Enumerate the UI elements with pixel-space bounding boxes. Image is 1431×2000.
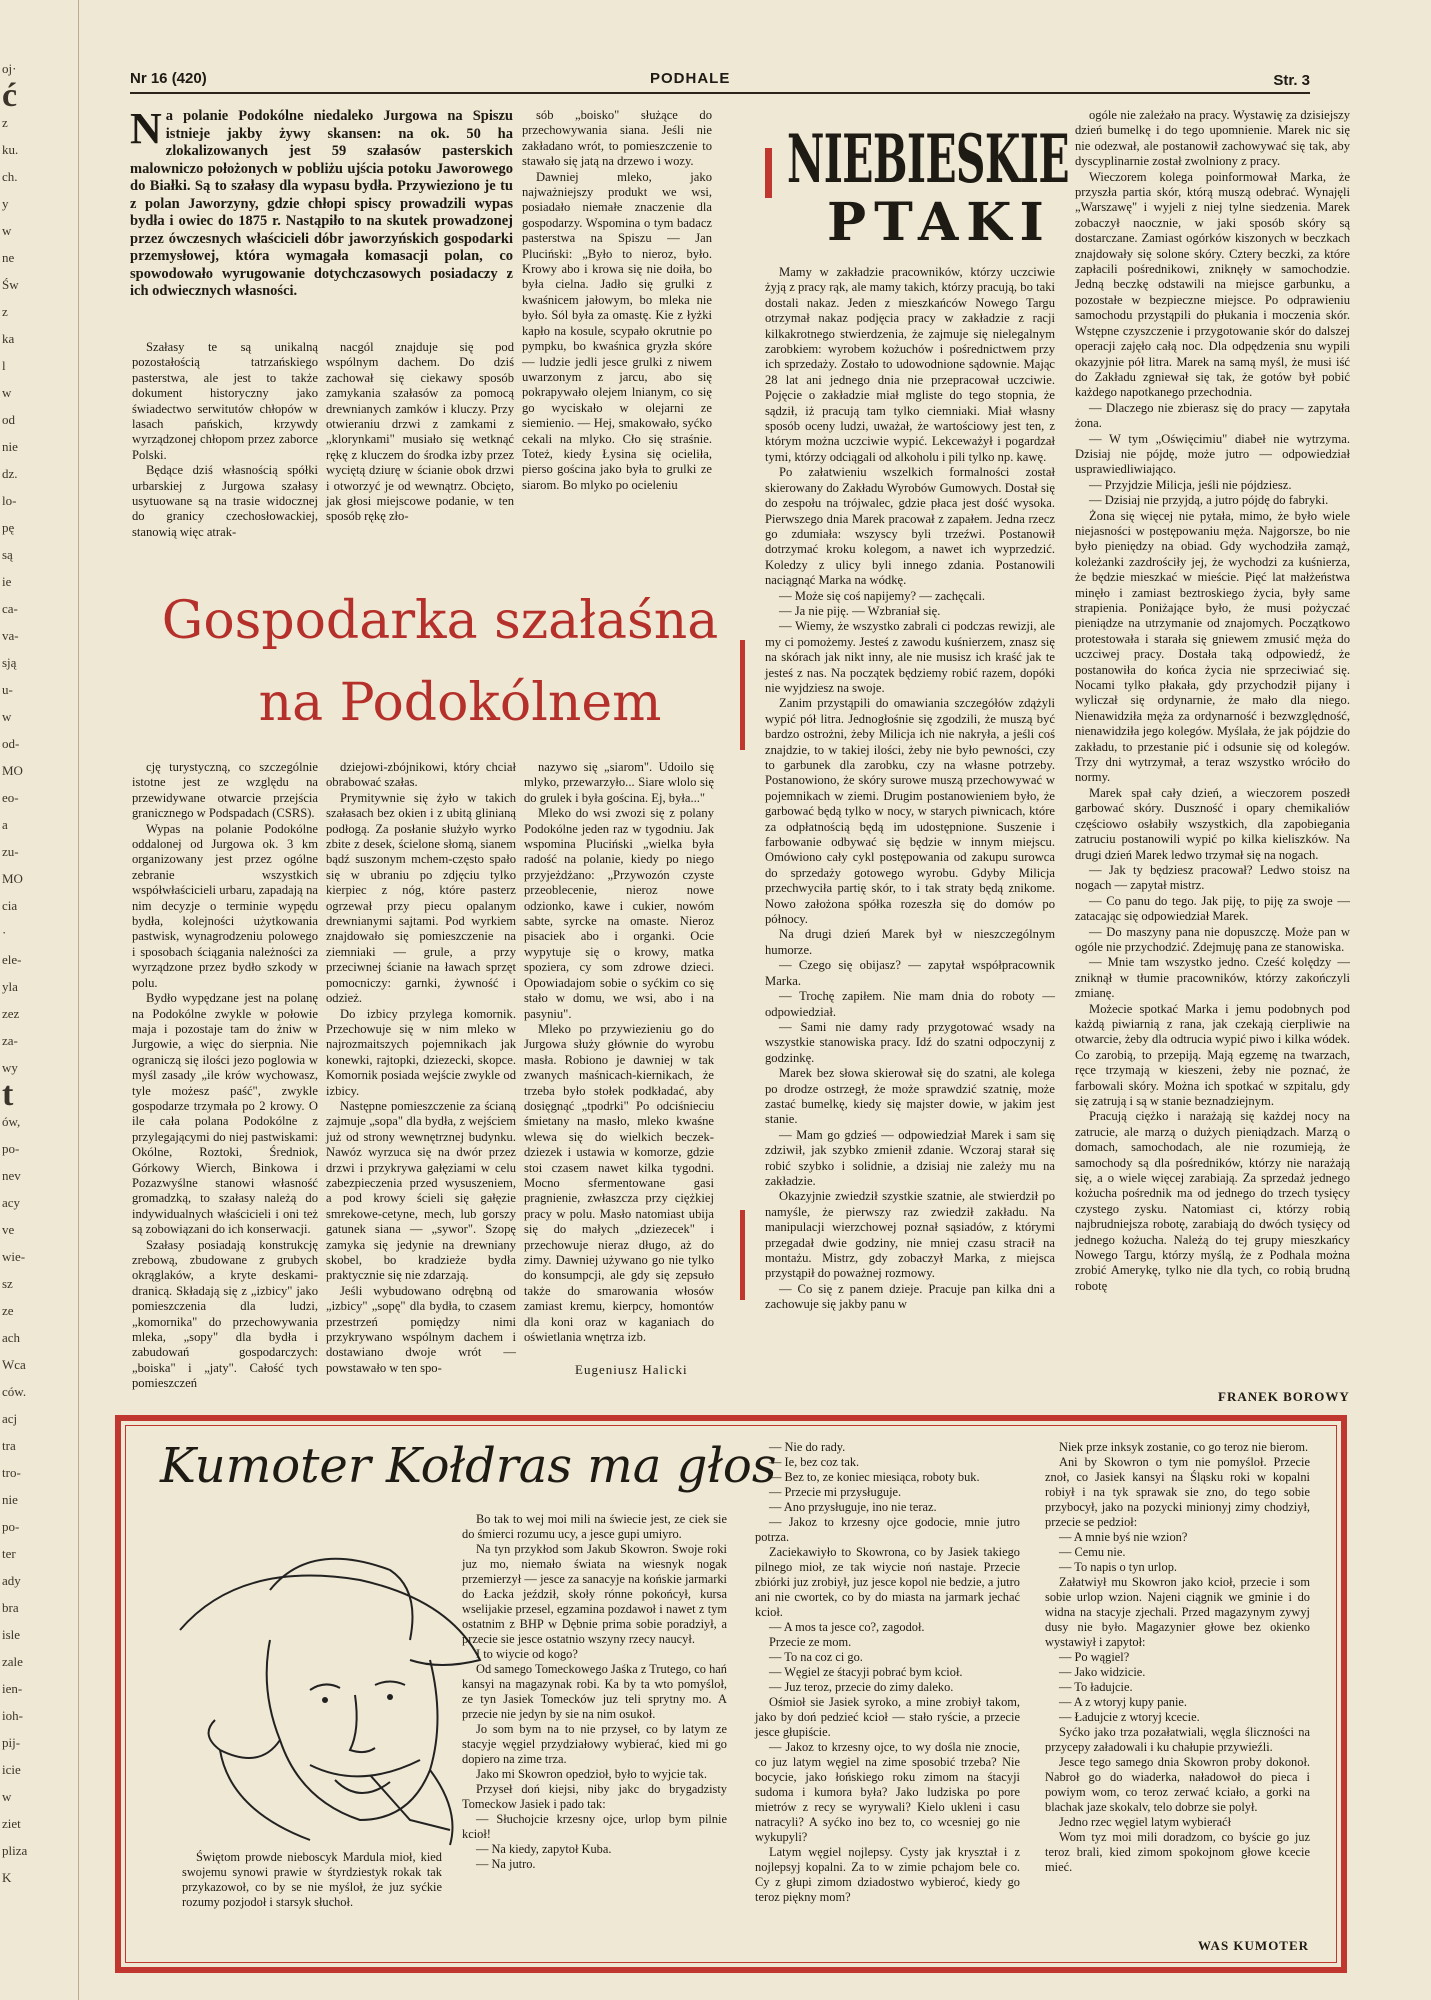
gospodarka-col3a — [522, 108, 712, 528]
margin-fragment: za- — [2, 1033, 18, 1048]
margin-fragment: zale — [2, 1654, 23, 1669]
paragraph: — Ja nie piję. — Wzbraniał się. — [779, 603, 941, 618]
paragraph: sób „boisko" służące do przechowywania siana. Jeśli nie zakładano wrót, to pomieszczenie to stawało się jatą na drzewo i wozy. — [522, 108, 712, 169]
margin-fragment: dz. — [2, 466, 18, 481]
paragraph: — Mnie tam wszystko jedno. Cześć kolędzy — zniknął w tłumie pracowników, którzy zakończyli zmianę. — [1075, 955, 1350, 1001]
paragraph: nazywo się „siarom". Udoilo się mlyko, przewarzyło... Siare wlolo się do grulek i była gościna. Ej, była..." — [524, 760, 714, 805]
margin-fragment: ioh- — [2, 1708, 23, 1723]
margin-fragment: zu- — [2, 844, 19, 859]
margin-fragment: ców. — [2, 1384, 27, 1399]
margin-fragment: ter — [2, 1546, 16, 1561]
margin-fragment: Wca — [2, 1357, 26, 1372]
paragraph: Prymitywnie się żyło w takich szałasach bez okien i z ubitą glinianą podłogą. Za posłanie służyło wyrko zbite z desek, ścielone słomą, sianem bądź suszonym mchem-często spało się w ubraniu po zdjęciu tylko kierpiec z nóg, które pasterz ogrzewał przy piecu opalanym drewnianymi sajtami. Pod wyrkiem znajdowało się pomieszczenie na ziemniaki — grule, a przy przeciwnej ścianie na ławach sprzęt pomocniczy: garnki, żywność i odzież. — [326, 790, 516, 1006]
niebieskie-signature: FRANEK BOROWY — [1218, 1389, 1350, 1404]
paragraph: — Jakoz to krzesny ojce godocie, mnie jutro potrza. — [755, 1515, 1020, 1544]
margin-fragment: lo- — [2, 493, 17, 508]
paragraph: — To na coz ci go. — [769, 1650, 863, 1664]
margin-fragment: z — [2, 115, 8, 130]
margin-fragment: po- — [2, 1141, 20, 1156]
margin-fragment: z — [2, 304, 8, 319]
paragraph: Możecie spotkać Marka i jemu podobnych pod każdą piwiarnią z rana, jak czekają cierpliwie na otwarcie, żeby dla odtrucia wypić piwo i kilka wódek. Co zarobią, to przepiją. Mają egzemę na twarzach, ręce trzymają w kieszeni, żeby nie poznać, że farbowali skóry. Można ich spotkać w szpitalu, gdy się zatrują i są w stanie beznadziejnym. — [1075, 1001, 1350, 1108]
margin-fragment: K — [2, 1870, 12, 1885]
kumoter-col1 — [462, 1512, 727, 1952]
paragraph: Żona się więcej nie pytała, mimo, że było wiele niejasności w postępowaniu męża. Najgorsze, bo nie było pieniędzy na obiad. Gdy wychodziła zamąż, koleżanki zazdrościły jej, że wychodzi za kuśnierza, że będzie mieszkać w mieście. Pięć lat małżeństwa minęło i zamiast beztroskiego życia, były same strapienia. Poniżające było, że musi pożyczać pieniądze na utrzymanie od znajomych. Początkowo protestowała i starała się gniewem zmusić męża do uczciwej pracy. Dostała taką odpowiedź, że postanowiła do końca życia nie sprzeciwiać się. Nocami tylko płakała, gdy przychodził pijany i wyliczał się ordynarnie, że mało dla niego. Nienawidziła męża za ordynarność i bezwzględność, nienawidziła jego kolegów. Myślała, że jak pójdzie do zakładu, to przestanie pić i odsunie się od kolegów. Trzy dni wytrzymał, a teraz wszystko wróciło do normy. — [1075, 508, 1350, 785]
margin-fragment: cia — [2, 898, 18, 913]
page-header — [130, 66, 1310, 94]
column-separator-bar — [740, 1210, 745, 1300]
paragraph: — Czego się obijasz? — zapytał współpracownik Marka. — [765, 958, 1055, 988]
margin-fragment: ć — [2, 77, 18, 114]
paragraph: Mleko po przywiezieniu go do Jurgowa służy głównie do wyrobu masła. Robiono je dawniej w tak zwanych maśnicach-kiernikach, że trzeba było stołek podkładać, aby dosięgnąć „tpodrki" Po odciśnieciu śmietany na masło, mleko kwaśne wlewa się do wielkich beczek-dziezek i ustawia w komorze, gdzie stoi czasem nawet kilka tygodni. Mocno sfermentowane gasi pragnienie, zwłaszcza przy ciężkiej pracy w polu. Masło natomiast ubija się do małych „dziezecek" i przechowuje nieraz długo, aż do zimy. Dawniej używano go nie tylko do konsumpcji, ale gdy się zepsuło także do smarowania włosów zamiast kremu, kierpcy, homontów dla koni oraz w kaganiach do oświetlania wnętrza izb. — [524, 1021, 714, 1345]
paragraph: Jo som bym na to nie przyseł, co by latym ze stacyje węgiel przydziałowy wybierać, kied mi go dopiero na zime trza. — [462, 1722, 727, 1766]
niebieskie-title — [765, 120, 1069, 260]
paragraph: — Dzisiaj nie przyjdą, a jutro pójdę do fabryki. — [1089, 493, 1329, 508]
paragraph: Jeśli wybudowano odrębną od „izbicy" „sopę" dla bydła, to czasem przestrzeń pomiędzy nimi przykrywano wspólnym dachem i dostawiano dwoje wrót — powstawało w ten spo- — [326, 1283, 516, 1375]
paragraph: — Do maszyny pana nie dopuszczę. Może pan w ogóle nie przychodzić. Zdejmuję pana ze stanowiska. — [1075, 924, 1350, 954]
niebieskie-col2 — [1075, 108, 1350, 1388]
previous-page-margin-strip — [0, 0, 79, 2000]
paragraph: Świętom prowde nieboscyk Mardula mioł, kied swojemu synowi prawie w śtyrdziestyk rokak tak przykazowoł, co by se nie myśloł, że juz syćkie rozumy pozjodoł i starsyk słuchoł. — [182, 1850, 442, 1909]
paragraph: — Nie do rady. — [769, 1440, 846, 1454]
margin-fragment: w — [2, 385, 12, 400]
margin-fragment: tro- — [2, 1465, 21, 1480]
paragraph: — A mos ta jesce co?, zagodoł. — [769, 1620, 925, 1634]
margin-fragment: ziet — [2, 1816, 21, 1831]
paragraph: — Na kiedy, zapytoł Kuba. — [476, 1842, 612, 1856]
margin-fragment: oj· — [2, 61, 17, 76]
gospodarka-title-line2: na Podokólnem — [258, 673, 662, 733]
paragraph: Syćko jako trza pozałatwiali, węgla śliczności na przycepy załadowali i ku chałupie przywieźli. — [1045, 1725, 1310, 1754]
margin-fragment: w — [2, 223, 12, 238]
paragraph: Latym węgiel nojlepsy. Cysty jak kryształ i z nojlepsyj kopalni. Za to w zimie pchajom bele co. Cy z głupi zimom dziadostwo wybieroć, kiedy go teroz piękny mom? — [755, 1845, 1020, 1904]
margin-fragment: ach — [2, 1330, 21, 1345]
margin-fragment: · — [2, 925, 7, 940]
paragraph: ogóle nie zależało na pracy. Wystawię za dzisiejszy dzień bumelkę i do tego upomnienie. Marek nic się nie odezwał, ale postanowił zachowywać się tak, aby dyscyplinarnie został zwolniony z pracy. — [1075, 108, 1350, 169]
margin-fragment: pę — [2, 520, 15, 535]
paragraph: dziejowi-zbójnikowi, który chciał obrabować szałas. — [326, 760, 516, 790]
header-rule — [130, 92, 1310, 94]
newspaper-name: PODHALE — [650, 70, 731, 87]
niebieskie-col1 — [765, 265, 1055, 1388]
paragraph: Jako mi Skowron opedzioł, było to wyjcie tak. — [476, 1767, 707, 1781]
kumoter-signature: WAS KUMOTER — [1198, 1938, 1310, 1953]
paragraph: Na tyn przykłod som Jakub Skowron. Swoje roki juz mo, niemało świata na wiesnyk nogak przemierzył — jesce za sanacyje na końskie jarmarki do Łacka jeździł, skoły rónne pokońcył, kursa wselijakie przesel, egzamina pozdawoł i nawet z tym ostatnim z BHP w Dębnie prima sobie poradziył, a przecie sie jesce ostatnio wszyny rzecy naucył. — [462, 1542, 727, 1646]
margin-fragment: eo- — [2, 790, 19, 805]
margin-fragment: nie — [2, 439, 18, 454]
paragraph: Mamy w zakładzie pracowników, którzy uczciwie żyją z pracy rąk, ale mamy takich, którzy pracują, bo taki dostali nakaz. Jeden z mieszkańców Nowego Targu otrzymał nakaz podjęcia pracy w zakładzie z racji kilkakrotnego stwierdzenia, że zajmuje się nielegalnym zarobkiem: wyrobem kożuchów i pośrednictwem przy ich sprzedaży. Zostało to udowodnione sądownie. Mając 28 lat ani jednego dnia nie przepracował uczciwie. Pojęcie o zakładzie miał mgliste do tego stopnia, że sądził, iż pracują tam tylko ciemniaki. Miał własny sposób oceny ludzi, uważał, że wartościowy jest ten, z którym można uczciwie wypić. Lekceważył i pogardzał tymi, którzy odciągali od alkoholu i pili tylko np. kawę. — [765, 265, 1055, 464]
paragraph: — Jak ty będziesz pracował? Ledwo stoisz na nogach — zapytał mistrz. — [1075, 862, 1350, 893]
paragraph: — Ano przysługuje, ino nie teraz. — [769, 1500, 937, 1514]
niebieskie-title-line1: NIEBIESKIE — [787, 120, 1069, 198]
paragraph: — Sami nie damy rady przygotować wsady na wszystkie stanowiska pracy. Idź do szatni odpoczynij z godzinkę. — [765, 1019, 1055, 1065]
kumoter-col3 — [1045, 1440, 1310, 1940]
paragraph: — Przyjdzie Milicja, jeśli nie pójdziesz. — [1089, 477, 1292, 492]
margin-fragment: pliza — [2, 1843, 28, 1858]
gospodarka-col3b — [524, 760, 714, 1360]
paragraph: — A z wtoryj kupy panie. — [1059, 1695, 1188, 1709]
margin-fragment: w — [2, 709, 12, 724]
margin-fragment: wie- — [2, 1249, 26, 1264]
paragraph: — Wiemy, że wszystko zabrali ci podczas rewizji, ale my ci pomożemy. Jesteś z zawodu kuśnierzem, znasz się na skórach jak nikt inny, ale nie musisz ich kraść jak te jesteś z nas. Na początek będziemy robić razem, dopóki nie wyjdziesz na swoje. — [765, 619, 1055, 695]
paragraph: — Mam go gdzieś — odpowiedział Marek i sam się zdziwił, jak szybko zmienił zdanie. Wczoraj starał się robić szybko i solidnie, a dzisiaj nie zależy mu na zakładzie. — [765, 1127, 1055, 1188]
margin-fragment: ne — [2, 250, 15, 265]
paragraph: Ośmioł sie Jasiek syroko, a mine zrobiył takom, jako by doń pedzieć kcioł — stało ryście, a przecie jesce głupiście. — [755, 1695, 1020, 1739]
paragraph: Pracują ciężko i narażają się każdej nocy na zatrucie, ale marzą o dużych pieniądzach. Marzą o domach, samochodach, ale nie rozumieją, że samochody są dla pośredników, którzy nie narażają się, a o wiele więcej zarabiają. Za sprzedaż jednego kożucha pośrednik ma od jednego do trzech tysięcy czystego zysku. Natomiast ci, którzy robią najbrudniejsza robotę, zarabiają do dwóch tysięcy od jednego kożucha. Należą do tej grupy mieszkańcy Nowego Targu, którzy myślą, że z Podhala można zrobić Amerykę, tylko nie dla tych, co robią brudną robotę — [1075, 1109, 1350, 1293]
paragraph: Dawniej mleko, jako najważniejszy produkt we wsi, posiadało niemałe znaczenie dla gospodarzy. Wspomina o tym badacz pasterstwa na Spiszu — Jan Pluciński: „Było to nieroz, było. Krowy abo i krowa się nie doiła, bo była cielna. Jadło się grulki z kwaśnicem jałowym, bo mleka nie było. Sól była za omastę. Kie z łyżki kapło na kosule, scypało okrutnie po pympku, bo kwaśnica gryzła skóre — ludzie jedli jesce grulki z niwem uwarzonym z jarcu, abo się pokrapywało olejem lnianym, co się go wyciskało w olejarni ze siemienio. — Hej, smakowało, syćko cekali na mlyko. Cło się straśnie. Toteż, kiedy Łysina się ocieliła, pierso gościna jako była to grulki ze siarom. Bo mlyko po ocieleniu — [522, 169, 712, 492]
gospodarka-col1a — [132, 340, 318, 568]
paragraph: Przecie ze mom. — [769, 1635, 852, 1649]
paragraph: Niek prze inksyk zostanie, co go teroz nie bierom. — [1059, 1440, 1309, 1454]
paragraph: Wieczorem kolega poinformował Marka, że przyszła partia skór, którą muszą odebrać. Wynajęli „Warszawę" i wyjeli z niej tylne siedzenia. Marek zobaczył naocznie, w jaki sposób skóry są dostarczane. Zamiast ogórków kiszonych w beczkach znajdowały się solone skóry. Cztery beczki, za które zapłacili pośrednikowi, zniknęły w samochodzie. Jedną beczkę odstawili na miejsce garbunku, a pozostałe w bezpieczne miejsce. Po odprawieniu samochodu przystąpili do płukania i moczenia skór. Wstępne czyszczenie i przygotowanie skór do dalszej operacji zajęło całą noc. Dla odpędzenia snu wypili okazyjnie pół litra. Marek na samą myśl, że musi iść do Zakładu zgniewał się tak, że gotów był pobić każdego napotkanego przechodnia. — [1075, 169, 1350, 400]
paragraph: Do izbicy przylega komornik. Przechowuje się w nim mleko w najrozmaitszych pojemnikach jak konewki, rajtopki, dziezecki, skopce. Komornik posiada wejście zwykle od izbicy. — [326, 1006, 516, 1098]
paragraph: — Jakoz to krzesny ojce, to wy dośla nie znocie, co juz latym węgiel na zime sposobić trzeba? Nie bocycie, jako łońskiego roku zimom na śtacyji sudoma i kumora była? Jako ludziska po pore mietrów z recy se wyrywali? Kielo ukleni i casu natracyli? A syćko ino bez to, co wcesniej go nie wykupyli? — [755, 1740, 1020, 1844]
paragraph: — To ładujcie. — [1059, 1680, 1133, 1694]
paragraph: — Jako widzicie. — [1059, 1665, 1146, 1679]
margin-fragment: acj — [2, 1411, 18, 1426]
paragraph: I to wiycie od kogo? — [476, 1647, 578, 1661]
paragraph: Wom tyz moi mili doradzom, co byście go juz teroz brali, kied zimom spokojnom głowe kcecie mieć. — [1045, 1830, 1310, 1874]
niebieskie-title-line2: PTAKI — [827, 192, 1052, 253]
paragraph: — Co panu do tego. Jak piję, to piję za swoje — zatacając się odpowiedział Marek. — [1075, 893, 1350, 924]
margin-fragment: icie — [2, 1762, 21, 1777]
margin-fragment: nie — [2, 1492, 18, 1507]
paragraph: — Węgiel ze śtacyji pobrać bym kcioł. — [769, 1665, 963, 1679]
gospodarka-col2a — [326, 340, 514, 568]
paragraph: Zanim przystąpili do omawiania szczegółów zdążyli wypić pół litra. Jednogłośnie się zgodzili, że muszą być bardzo ostrożni, żeby Milicja ich nie nakryła, a jeśli coś znajdzie, to w takiej ilości, żeby nie było pewności, czy to garbunek dla zarobku, czy na własne potrzeby. Postanowiono, że skóry surowe muszą przechowywać w pojemnikach w ziemi. Drugim postanowieniem było, że garbować będą tylko w nocy, w starych piwnicach, które za odpłatnością będą im udostępnione. Suszenie i farbowanie odbywać się będzie w innym miejscu. Omówiono cały cykl postępowania od zakupu surowca do sprzedaży gotowego wyrobu. Gdyby Milicja przechwyciła partię skór, to i tak straty będą znikome. Nowo założona spółka rozeszła się do domów po północy. — [765, 696, 1055, 927]
margin-fragment: od- — [2, 736, 20, 751]
paragraph: Okazyjnie zwiedził szystkie szatnie, ale stwierdził po namyśle, że pierwszy raz zwiedził zakładu. Na manipulacji wierzchowej poznał sąsiadów, z którymi przegadał dwie godziny, nie mniej czasu stracił na montażu. Mistrz, gdy zobaczył Marka, z miejsca przystąpił do poważnej rozmowy. — [765, 1189, 1055, 1281]
page-number: Str. 3 — [1273, 72, 1310, 89]
paragraph: — Cemu nie. — [1059, 1545, 1126, 1559]
gospodarka-signature: Eugeniusz Halicki — [575, 1362, 688, 1377]
paragraph: Szałasy te są unikalną pozostałością tatrzańskiego pasterstwa, ale jest to także dokument historyczny jako świadectwo serwitutów chłopów w lasach pańskich, krzywdy wyrządzonej chłopom przez zaborce Polski. — [132, 340, 318, 462]
margin-fragment: wy — [2, 1060, 18, 1075]
paragraph: Na drugi dzień Marek był w nieszczególnym humorze. — [765, 927, 1055, 957]
margin-fragment: po- — [2, 1519, 20, 1534]
kumoter-col2 — [755, 1440, 1020, 1955]
paragraph: Od samego Tomeckowego Jaśka z Trutego, co hań kansyi na magazynak robi. Ka by ta wto pomyśloł, ze tyn Jasiek Tomecków juz teli sprytny mo. A przecie nie jedyn by sie na nim osukoł. — [462, 1662, 727, 1721]
kumoter-title: Kumoter Kołdras ma głos — [160, 1438, 777, 1494]
paragraph: Marek bez słowa skierował się do szatni, ale kolega po drodze ostrzegł, że może sprawdzić szatnię, może zastać bumelkę, kiedy się majster dowie, w jakim jest stanie. — [765, 1066, 1055, 1127]
paragraph: Jedno rzec węgiel latym wybieraćł — [1059, 1815, 1232, 1829]
gospodarka-title — [140, 580, 740, 744]
paragraph: Załatwiył mu Skowron jako kcioł, przecie i som sobie urlop wzion. Najeni ciągnik we gminie i do widna na stacyje zjechali. Przed magazynym zywyj dusy nie było. Magazynier głowe bez okienko wystawiył i zapytoł: — [1045, 1575, 1310, 1649]
paragraph: — Ładujcie z wtoryj kcecie. — [1059, 1710, 1200, 1724]
margin-fragment: isle — [2, 1627, 21, 1642]
paragraph: Następne pomieszczenie za ścianą zajmuje „sopa" dla bydła, z wejściem już od strony wewnętrznej budynku. Nawóz wyrzuca się na dwór przez drzwi i przykrywa gałęziami w celu zabezpieczenia przed wysuszeniem, a pod krowy ścieli się gałęzie smrekowe-cetyne, mech, lub gorszy gatunek siana — „sywor". Szopę zamyka się jedynie na drewniany skobel, bo kradzieże bydła praktycznie się nie zdarzają. — [326, 1098, 516, 1283]
title-red-bar — [765, 148, 772, 198]
margin-fragment: bra — [2, 1600, 19, 1615]
paragraph: — Słuchojcie krzesny ojce, urlop bym pilnie kcioł! — [462, 1812, 727, 1841]
paragraph: Szałasy posiadają konstrukcję zrebową, zbudowane z grubych okrąglaków, a kryte deskami-dranicą. Składają się z „izbicy" jako pomieszczenia dla ludzi, „komornika" do przechowywania mleka, „sopy" dla bydła i zabudowań gospodarczych: „boiska" i „jaty". Całość tych pomieszczeń — [132, 1237, 318, 1391]
drop-cap: N — [130, 104, 162, 153]
paragraph: — Po wągiel? — [1059, 1650, 1130, 1664]
column-separator-bar — [740, 640, 745, 750]
margin-fragment: MO — [2, 871, 23, 886]
paragraph: — Ie, bez coz tak. — [769, 1455, 860, 1469]
margin-fragment: acy — [2, 1195, 21, 1210]
margin-fragment: nev — [2, 1168, 21, 1183]
margin-fragment: a — [2, 817, 8, 832]
paragraph: — Może się coś napijemy? — zachęcali. — [779, 588, 985, 603]
paragraph: Będące dziś własnością spółki urbarskiej z Jurgowa szałasy usytuowane są na trasie widocznej do granicy czechosłowackiej, stanowią więc atrak- — [132, 463, 318, 539]
margin-fragment: va- — [2, 628, 19, 643]
paragraph: Przyseł doń kiejsi, niby jakc do brygadzisty Tomeckow Jasiek i pado tak: — [462, 1782, 727, 1811]
margin-fragment: są — [2, 547, 13, 562]
paragraph: — Bez to, ze koniec miesiąca, roboty buk. — [769, 1470, 980, 1484]
paragraph: Mleko do wsi zwozi się z polany Podokólne jeden raz w tygodniu. Jak wspomina Pluciński „wielka była radość na polanie, kiedy po niego przyjeżdżano: „Przywozón czyste przeoblecenie, nieroz nowe odzionko, kawe i cukier, nowóm sabte, syrcke na omaste. Nieroz pisaciek abo i organki. Ocie wypytuje się o krowy, matka spoziera, cy som zdrowe dzieci. Opowiadajom sobie o syćkim co się stało w domu, we wsi, abo i na pasyniu". — [524, 806, 714, 1021]
paragraph: Bo tak to wej moi mili na świecie jest, ze ciek sie do śmierci rozumu ucy, a jesce gupi umiyro. — [462, 1512, 727, 1541]
margin-fragment: zez — [2, 1006, 20, 1021]
paragraph: Zaciekawiyło to Skowrona, co by Jasiek takiego pilnego mioł, ze tak wiycie noń nastaje. Przecie zbiórki juz zrobiył, juz jesce kopol nie bedzie, a jutro ani nie cwortek, co by do miasta na jarmark jechać kcioł. — [755, 1545, 1020, 1619]
paragraph: — Przecie mi przysługuje. — [769, 1485, 902, 1499]
gospodarka-lead — [130, 104, 513, 333]
margin-fragment: ze — [2, 1303, 14, 1318]
margin-fragment: Św — [2, 277, 19, 292]
margin-fragment: sz — [2, 1276, 13, 1291]
margin-fragment: l — [2, 358, 6, 373]
margin-fragment: w — [2, 1789, 12, 1804]
margin-fragment: u- — [2, 682, 13, 697]
margin-fragment: pij- — [2, 1735, 21, 1750]
paragraph: — Juz teroz, przecie do zimy daleko. — [769, 1680, 954, 1694]
paragraph: — W tym „Oświęcimiu" diabeł nie wytrzyma. Dzisiaj nie pójdę, może jutro — odpowiedział usprawiedliwiająco. — [1075, 431, 1350, 477]
paragraph: Jesce tego samego dnia Skowron proby dokonoł. Nabroł go do wiaderka, naładowoł do pieca i powiym wom, co teroz zerwać kciało, a gorki na blachak jaze skokalv, telo dobrze sie polył. — [1045, 1755, 1310, 1814]
margin-fragment: ien- — [2, 1681, 23, 1696]
paragraph: Ani by Skowron o tym nie pomyśloł. Przecie znoł, co Jasiek kansyi na Śląsku roki w kopalni robiył i na tyk sprawak sie zno, do tego sobie przybocył, jako na pozycki minionyj zimy chodziył, przecie se pedzioł: — [1045, 1455, 1310, 1529]
margin-fragment: ów, — [2, 1114, 21, 1129]
lead-text: a polanie Podokólne niedaleko Jurgowa na Spiszu istnieje jakby żywy skansen: na ok. 50 ha zlokalizowanych jest 59 szałasów pasterskich malowniczo położonych w pobliżu ujścia potoku Jaworowego do Białki. Są to szałasy dla wypasu bydła. Przywieziono je tu z polan Jaworzyny, gdzie chłopi spiscy prowadzili wypas bydła i owiec do 1875 r. Nastąpiło to na skutek prowadzonej przez ówczesnych właścicieli dóbr jaworzyńskich gospodarki przemysłowej, która wymagała komasacji polan, co spowodowało wyrugowanie dotychczasowych posiadaczy z ich odwiecznych własności. — [130, 108, 513, 299]
highlander-portrait-icon — [160, 1520, 500, 1850]
paragraph: nacgól znajduje się pod wspólnym dachem. Do dziś zachował się ciekawy sposób zamykania szałasów za pomocą drewnianych zamków i kluczy. Przy otwieraniu drzwi z zamkami z „klorynkami" musiało się wetknąć rękę z kluczem do środka izby przez wyciętą dziurę w ścianie obok drzwi i otworzyć je od wewnątrz. Obcięto, jak głosi miejscowe podanie, w ten sposób rękę zło- — [326, 340, 514, 524]
margin-fragment: sją — [2, 655, 17, 670]
kumoter-caption — [182, 1850, 442, 1940]
margin-fragment: yla — [2, 979, 18, 994]
issue-number: Nr 16 (420) — [130, 70, 207, 87]
margin-fragment: ady — [2, 1573, 21, 1588]
margin-fragment: ca- — [2, 601, 18, 616]
paragraph: Bydło wypędzane jest na polanę na Podokólne zwykle w połowie maja i pozostaje tam do żniw w Jurgowie, a więc do sierpnia. Nie ograniczą się ilości jezo poglowia w myśl zasady „ile krów wychowasz, tyle możesz paść", zwykle gospodarze trzymała po 2 krowy. O ile cała polana Podokólne z przylegającymi do niej pastwiskami: Okólne, Roztoki, Średniok, Górkowy Wierch, Binkowa i Pozazwyślne stanowi własność gromadzką, to szałasy należą do indywidualnych właścicieli i oni też są zobowiązani do ich konserwacji. — [132, 991, 318, 1237]
paragraph: Po załatwieniu wszelkich formalności został skierowany do Zakładu Wyrobów Gumowych. Dostał się do zespołu na trójwalec, gdzie płaca jest dość wysoka. Pierwszego dnia Marek pracował z zapałem. Jedna rzecz go zdumiała: wszyscy byli trzeźwi. Postanowił dotrzymać kroku kolegom, a nawet ich wyprzedzić. Koledzy z ulicy byli innego zdania. Postanowili naciągnąć Marka na wódkę. — [765, 465, 1055, 588]
paragraph: Marek spał cały dzień, a wieczorem poszedł garbować skóry. Duszność i opary chemikaliów częściowo osłabiły wszystkich, dla zapobiegania zatruciu postanowili wypić po kilka kieliszków. Na drugi dzień Marek ledwo trzymał się na nogach. — [1075, 785, 1350, 862]
paragraph: — A mnie byś nie wzion? — [1059, 1530, 1188, 1544]
paragraph: — Co się z panem dzieje. Pracuje pan kilka dni a zachowuje się jakby panu w — [765, 1281, 1055, 1312]
gospodarka-title-line1: Gospodarka szałaśna — [161, 591, 719, 651]
margin-fragment: ka — [2, 331, 15, 346]
paragraph: — Trochę zapiłem. Nie mam dnia do roboty — odpowiedział. — [765, 989, 1055, 1019]
paragraph: — Na jutro. — [476, 1857, 536, 1871]
gospodarka-col1b — [132, 760, 318, 1391]
paragraph: — To napis o tyn urlop. — [1059, 1560, 1177, 1574]
margin-fragment: ku. — [2, 142, 19, 157]
margin-fragment: ch. — [2, 169, 18, 184]
margin-fragment: ve — [2, 1222, 15, 1237]
margin-fragment: od — [2, 412, 15, 427]
paragraph: cję turystyczną, co szczególnie istotne jest ze względu na przewidywane otwarcie przejścia granicznego w Podspadach (CSRS). — [132, 760, 318, 821]
margin-fragment: y — [2, 196, 9, 211]
paragraph: — Dlaczego nie zbierasz się do pracy — zapytała żona. — [1075, 400, 1350, 431]
margin-fragment: tra — [2, 1438, 16, 1453]
gospodarka-col2b — [326, 760, 516, 1382]
margin-fragment: ele- — [2, 952, 22, 967]
margin-fragment: t — [2, 1076, 14, 1113]
paragraph: Wypas na polanie Podokólne oddalonej od Jurgowa ok. 3 km organizowany jest przez ogólne zebranie wszystkich współwłaścicieli urbaru, zapadają na nim decyzje o terminie wypędu bydła, kolejności użytkowania pastwisk, wynagrodzeniu polowego i sposobach ściągania należności za wyrządzone przez bydło szkody w polu. — [132, 821, 318, 990]
margin-fragment: ie — [2, 574, 12, 589]
margin-fragment: MO — [2, 763, 23, 778]
